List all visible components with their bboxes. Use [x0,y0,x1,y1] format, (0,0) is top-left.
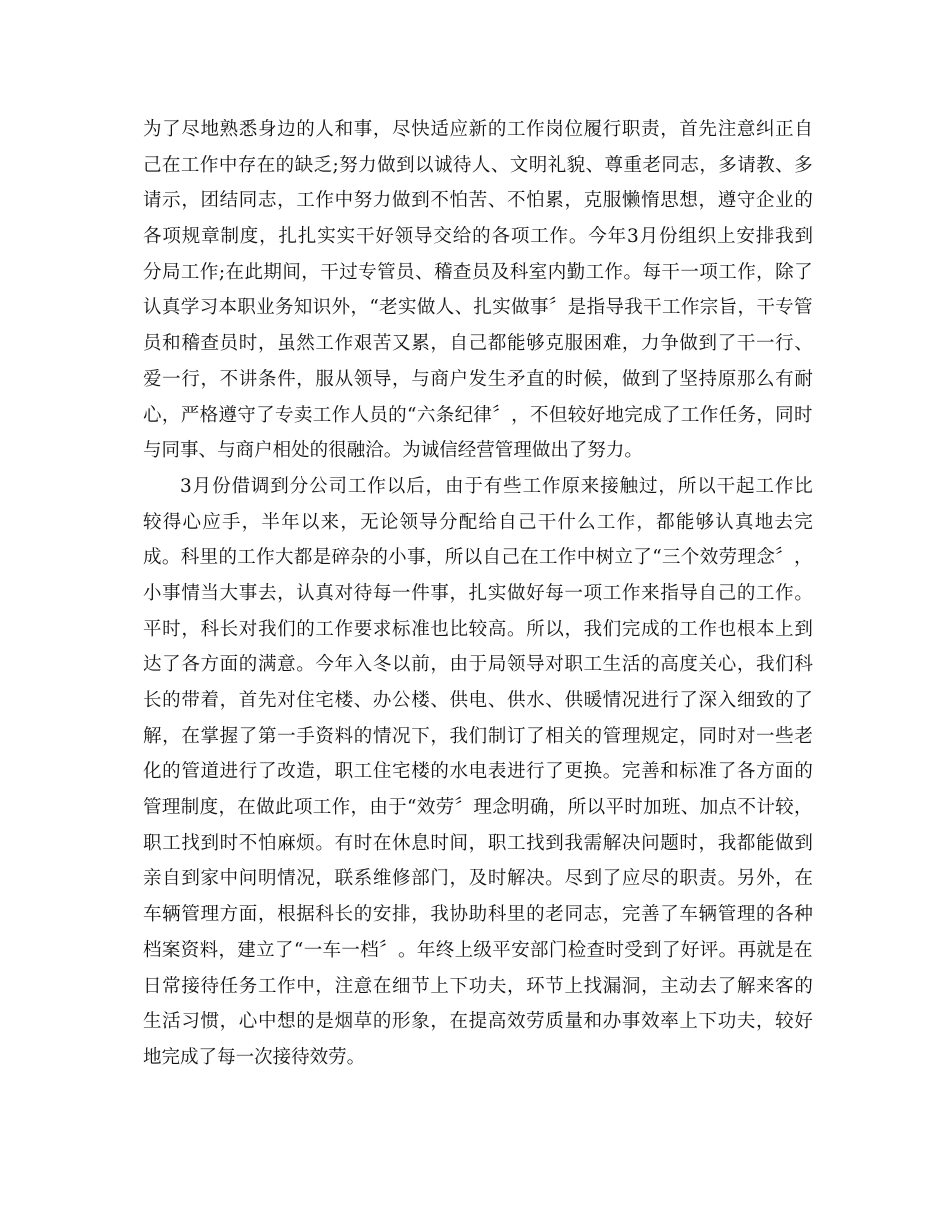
text-line: 亲 自 到 家 中 问 明 情 况 ， 联 系 维 修 部 门 ， 及 时 解 决 。 尽 到 了 应 尽 的 职 责 。 另 外 ， 在 [143,868,813,890]
text-line: 解 ， 在 掌 握 了 第 一 手 资 料 的 情 况 下 ， 我 们 制 订 了 相 关 的 管 理 规 定 ， 同 时 对 一 些 老 [143,725,813,747]
text-line: 己 在 工 作 中 存 在 的 缺 乏 ; 努 力 做 到 以 诚 待 人 、 文 明 礼 貌 、 尊 重 老 同 志 ， 多 请 教 、 多 [143,154,813,176]
text-line: 较 得 心 应 手 ， 半 年 以 来 ， 无 论 领 导 分 配 给 自 己 干 什 么 工 作 ， 都 能 够 认 真 地 去 完 [143,511,813,533]
text-line: 长 的 带 着 ， 首 先 对 住 宅 楼 、 办 公 楼 、 供 电 、 供 水 、 供 暖 情 况 进 行 了 深 入 细 致 的 了 [143,690,813,711]
text-line: 员 和 稽 查 员 时 ， 虽 然 工 作 艰 苦 又 累 ， 自 己 都 能 够 克 服 困 难 ， 力 争 做 到 了 干 一 行 、 [143,333,813,355]
text-line: 成 。 科 里 的 工 作 大 都 是 碎 杂 的 小 事 ， 所 以 自 己 在 工 作 中 树 立 了 “ 三 个 效 劳 理 念 〞 ， [143,547,813,569]
text-line: 达 了 各 方 面 的 满 意 。 今 年 入 冬 以 前 ， 由 于 局 领 导 对 职 工 生 活 的 高 度 关 心 ， 我 们 科 [143,654,813,676]
text-line: 认 真 学 习 本 职 业 务 知 识 外 ， “ 老 实 做 人 、 扎 实 做 事 〞 是 指 导 我 干 工 作 宗 旨 ， 干 专 管 [143,297,813,319]
text-line: 3 月 份 借 调 到 分 公 司 工 作 以 后 ， 由 于 有 些 工 作 原 来 接 触 过 ， 所 以 干 起 工 作 比 [180,475,813,497]
text-line: 化 的 管 道 进 行 了 改 造 ， 职 工 住 宅 楼 的 水 电 表 进 行 了 更 换 。 完 善 和 标 准 了 各 方 面 的 [143,761,813,783]
document-body [143,112,813,1076]
text-line: 生 活 习 惯 ， 心 中 想 的 是 烟 草 的 形 象 ， 在 提 高 效 劳 质 量 和 办 事 效 率 上 下 功 夫 ， 较 好 [143,1011,813,1033]
text-line: 与 同 事 、 与 商 户 相 处 的 很 融 洽 。 为 诚 信 经 营 管 理 做 出 了 努 力 。 [143,440,643,462]
text-line: 各 项 规 章 制 度 ， 扎 扎 实 实 干 好 领 导 交 给 的 各 项 工 作 。 今 年 3 月 份 组 织 上 安 排 我 到 [143,226,813,248]
text-line: 职 工 找 到 时 不 怕 麻 烦 。 有 时 在 休 息 时 间 ， 职 工 找 到 我 需 解 决 问 题 时 ， 我 都 能 做 到 [143,832,813,854]
text-line: 心 ， 严 格 遵 守 了 专 卖 工 作 人 员 的 “ 六 条 纪 律 〞 ， 不 但 较 好 地 完 成 了 工 作 任 务 ， 同 时 [143,404,813,426]
text-line: 分 局 工 作 ; 在 此 期 间 ， 干 过 专 管 员 、 稽 查 员 及 科 室 内 勤 工 作 。 每 干 一 项 工 作 ， 除 了 [143,261,813,283]
text-line: 平 时 ， 科 长 对 我 们 的 工 作 要 求 标 准 也 比 较 高 。 所 以 ， 我 们 完 成 的 工 作 也 根 本 上 到 [143,618,813,640]
text-line: 日 常 接 待 任 务 工 作 中 ， 注 意 在 细 节 上 下 功 夫 ， 环 节 上 找 漏 洞 ， 主 动 去 了 解 来 客 的 [143,975,813,997]
text-line: 管 理 制 度 ， 在 做 此 项 工 作 ， 由 于 “ 效 劳 〞 理 念 明 确 ， 所 以 平 时 加 班 、 加 点 不 计 较 ， [143,797,813,819]
text-line: 车 辆 管 理 方 面 ， 根 据 科 长 的 安 排 ， 我 协 助 科 里 的 老 同 志 ， 完 善 了 车 辆 管 理 的 各 种 [143,904,813,926]
text-line: 请 示 ， 团 结 同 志 ， 工 作 中 努 力 做 到 不 怕 苦 、 不 怕 累 ， 克 服 懒 惰 思 想 ， 遵 守 企 业 的 [143,190,813,212]
text-line: 档 案 资 料 ， 建 立 了 “ 一 车 一 档 〞 。 年 终 上 级 平 安 部 门 检 查 时 受 到 了 好 评 。 再 就 是 在 [143,939,813,961]
text-line: 小 事 情 当 大 事 去 ， 认 真 对 待 每 一 件 事 ， 扎 实 做 好 每 一 项 工 作 来 指 导 自 己 的 工 作 。 [143,582,813,604]
text-line: 为 了 尽 地 熟 悉 身 边 的 人 和 事 ， 尽 快 适 应 新 的 工 作 岗 位 履 行 职 责 ， 首 先 注 意 纠 正 自 [143,119,813,140]
text-line: 爱 一 行 ， 不 讲 条 件 ， 服 从 领 导 ， 与 商 户 发 生 矛 直 的 时 候 ， 做 到 了 坚 持 原 那 么 有 耐 [143,368,813,390]
text-line: 地 完 成 了 每 一 次 接 待 效 劳 。 [143,1046,366,1068]
